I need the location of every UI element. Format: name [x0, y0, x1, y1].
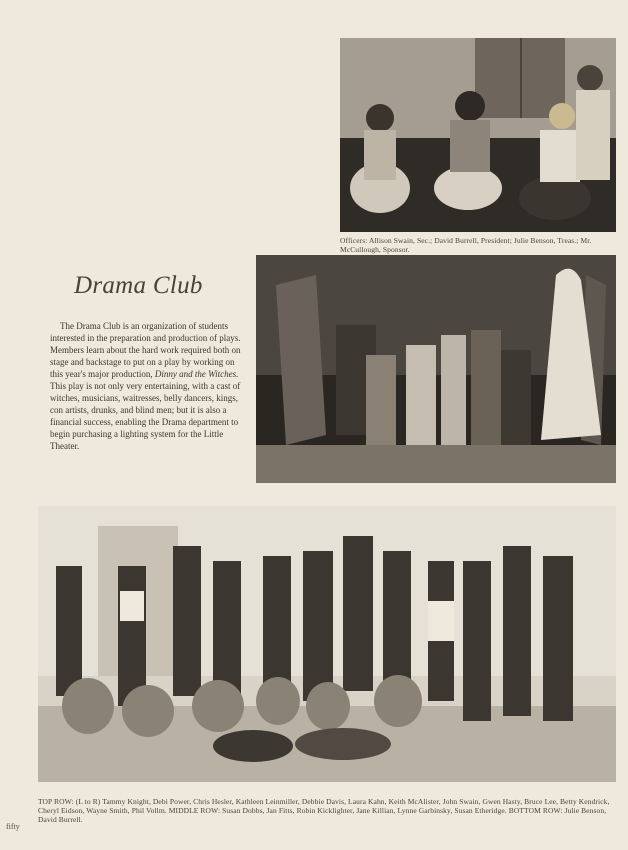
group-photo — [38, 506, 616, 782]
officers-photo-image — [340, 38, 616, 232]
group-photo-image — [38, 506, 616, 782]
body-paragraph — [50, 320, 246, 452]
stage-photo-image — [256, 255, 616, 483]
officers-photo — [340, 38, 616, 232]
body-text-part2: This play is not only very entertaining, with a cast of witches, musicians, waitresses, belly dancers, kings, con artists, drunks, and blind men; but it is also a financial success, enabling the Drama department to begin purchasing a lighting system for the Little Theater. — [50, 381, 241, 451]
officers-caption: Officers: Allison Swain, Sec.; David Burrell, President; Julie Benson, Treas.; Mr. McCullough, Sponsor. — [340, 236, 592, 254]
body-text-part1: The Drama Club is an organization of students interested in the preparation and production of plays. Members learn about the hard work required both on stage and backstage to put on a play by working on this year's major production, — [50, 321, 241, 379]
stage-photo — [256, 255, 616, 483]
play-title: Dinny and the Witches. — [154, 369, 239, 379]
page-number: fifty — [6, 822, 20, 831]
section-title: Drama Club — [74, 272, 203, 299]
group-caption: TOP ROW: (L to R) Tammy Knight, Debi Power, Chris Hesler, Kathleen Leinmiller, Debbie Davis, Laura Kahn, Keith McAlister, John Swain, Gwen Hasty, Bruce Lee, Betty Kendrick, Cheryl Eidson, Wayne Smith, Phil Vollm. MIDDLE ROW: Susan Dobbs, Jan Fitts, Robin Kicklighter, Jane Killian, Lynne Garbinsky, Susan Etheridge. BOTTOM ROW: Julie Benson, David Burrell. — [38, 797, 610, 824]
